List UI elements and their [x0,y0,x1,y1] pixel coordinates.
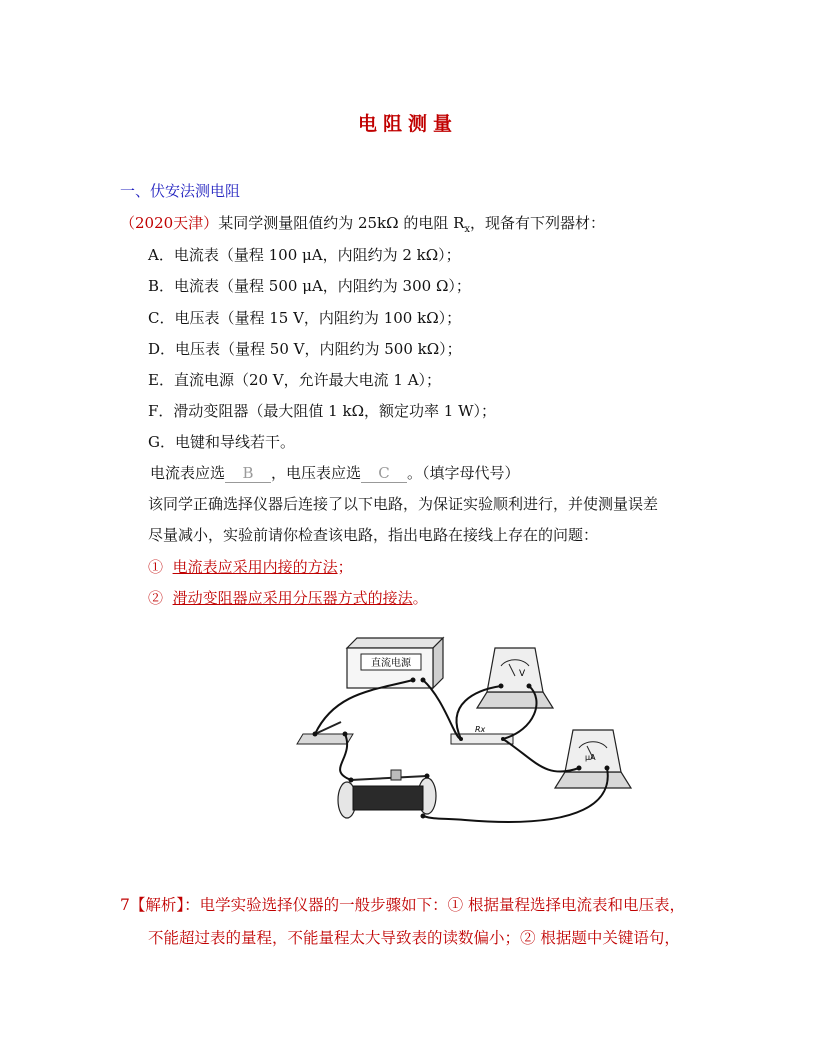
option-d: D．电压表（量程 50 V，内阻约为 500 kΩ）； [148,340,462,358]
ammeter-prompt: 电流表应选 [150,464,226,482]
analysis-line-1 [120,893,685,915]
option-b: B．电流表（量程 500 μA，内阻约为 300 Ω）； [148,277,471,295]
issue-1-marker: ① [148,558,164,576]
problem-stem [120,212,605,235]
option-a: A．电流表（量程 100 μA，内阻约为 2 kΩ）； [148,246,461,264]
page-title: 电阻测量 [357,113,458,135]
rheostat [338,770,436,819]
option-c: C．电压表（量程 15 V，内阻约为 100 kΩ）； [148,309,462,327]
voltmeter-symbol: V [519,669,526,679]
issue-1 [148,556,353,577]
voltmeter-answer: C [361,464,407,483]
problem-stem-text: 某同学测量阻值约为 25kΩ 的电阻 R [218,214,465,232]
resistor-rx [451,725,513,744]
fill-hint: 。（填字母代号） [407,464,520,482]
issue-1-text: 电流表应采用内接的方法 [172,558,338,576]
option-e: E．直流电源（20 V，允许最大电流 1 A）； [148,371,442,389]
switch [297,722,353,744]
power-supply [347,638,443,688]
power-supply-label: 直流电源 [371,658,411,669]
section-heading: 一、伏安法测电阻 [120,182,241,200]
problem-stem-subscript: x [464,224,471,235]
analysis-text-1: 电学实验选择仪器的一般步骤如下：① 根据量程选择电流表和电压表， [199,896,686,914]
issue-2-end: 。 [412,589,428,607]
ammeter-answer: B [225,464,271,483]
ammeter-symbol: μA [585,753,596,762]
fill-blank-line [150,462,520,483]
paragraph-line-2: 尽量减小，实验前请你检查该电路，指出电路在接线上存在的问题： [148,526,599,544]
ammeter [555,730,631,788]
resistor-label: Rx [475,725,486,734]
option-g: G．电键和导线若干。 [148,433,295,451]
problem-stem-tail: ，现备有下列器材： [470,214,606,232]
issue-2-text: 滑动变阻器应采用分压器方式的接法 [172,589,413,607]
voltmeter [477,648,553,708]
issue-2 [148,587,428,608]
problem-source: （2020天津） [120,214,219,232]
voltmeter-prompt: ，电压表应选 [271,464,362,482]
issue-2-marker: ② [148,589,164,607]
circuit-figure [295,630,635,830]
issue-1-end: ； [337,558,353,576]
analysis-label: 7【解析】： [120,896,200,914]
option-f: F．滑动变阻器（最大阻值 1 kΩ，额定功率 1 W）； [148,402,497,420]
paragraph-line-1: 该同学正确选择仪器后连接了以下电路，为保证实验顺利进行，并使测量误差 [148,495,659,513]
analysis-line-2: 不能超过表的量程，不能量程太大导致表的读数偏小；② 根据题中关键语句， [148,929,680,947]
